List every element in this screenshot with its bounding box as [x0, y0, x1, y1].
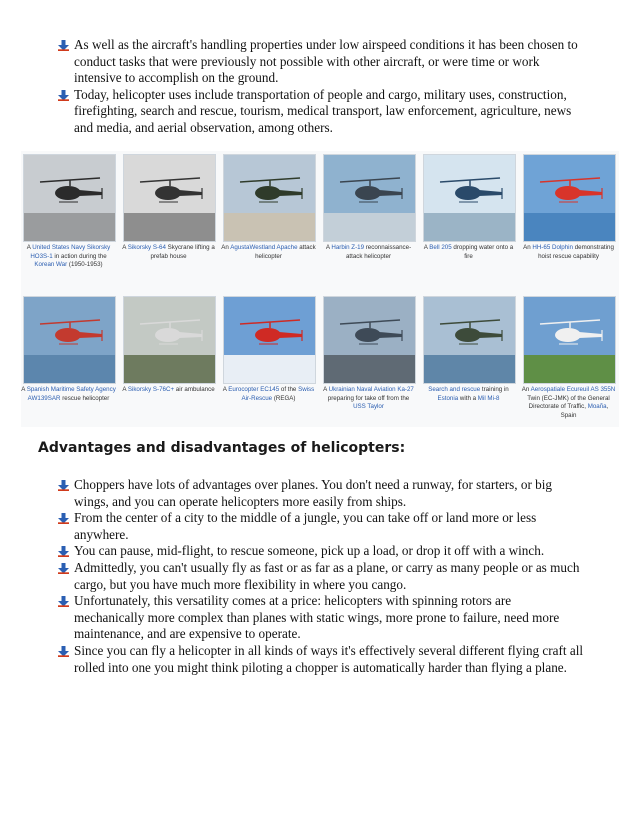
gallery-caption: [421, 386, 516, 403]
caption-text: A: [122, 244, 128, 251]
helicopter-photo[interactable]: [223, 296, 316, 384]
helicopter-photo[interactable]: [423, 296, 516, 384]
arrow-down-bullet-icon: [58, 596, 69, 607]
arrow-down-bullet-icon: [58, 480, 69, 491]
caption-link[interactable]: Sikorsky S-64: [127, 244, 166, 251]
caption-text: A: [122, 386, 128, 393]
bullet-text: You can pause, mid-flight, to rescue someone, pick up a load, or drop it off with a winch.: [74, 543, 545, 559]
bullet-item: [56, 37, 584, 87]
helicopter-photo[interactable]: [23, 154, 116, 242]
bullet-text: Since you can fly a helicopter in all kinds of ways it's effectively several different flying craft all rolled into one you might think piloting a chopper is automatically harder than flying a plane.: [74, 642, 584, 675]
caption-text: A: [423, 244, 430, 251]
gallery-caption: [321, 244, 416, 261]
caption-text: An: [523, 244, 533, 251]
gallery-caption: [321, 386, 416, 412]
caption-text: , Spain: [560, 403, 609, 419]
caption-link[interactable]: HH-65 Dolphin: [532, 244, 573, 251]
intro-bullet-list: [56, 37, 584, 137]
helicopter-gallery: [21, 151, 619, 427]
helicopter-photo[interactable]: [123, 296, 216, 384]
caption-link[interactable]: Korean War: [34, 261, 68, 269]
arrow-down-bullet-icon: [58, 563, 69, 574]
caption-link[interactable]: Eurocopter EC145: [228, 386, 280, 393]
bullet-item: [56, 560, 584, 593]
bullet-text: Choppers have lots of advantages over planes. You don't need a runway, for starters, or big wings, and you can operate helicopters more easily from ships.: [74, 477, 552, 509]
arrow-down-bullet-icon: [58, 646, 69, 657]
gallery-caption: [21, 386, 116, 403]
helicopter-photo[interactable]: [323, 154, 416, 242]
caption-text: reconnaissance-attack helicopter: [345, 244, 412, 260]
helicopter-photo[interactable]: [423, 154, 516, 242]
caption-link[interactable]: Moaña: [587, 403, 607, 411]
bullet-item: [56, 477, 584, 510]
caption-text: in action during the: [52, 252, 107, 260]
arrow-down-bullet-icon: [58, 546, 69, 557]
caption-link[interactable]: Harbin Z-19: [331, 244, 365, 251]
gallery-caption: [521, 386, 616, 420]
helicopter-photo[interactable]: [523, 154, 616, 242]
gallery-caption: [121, 386, 216, 395]
bullet-text: As well as the aircraft's handling properties under low airspeed conditions it has been chosen to conduct tasks that were previously not possible with other aircraft, or were time or work intensive to accomplish on the ground.: [74, 37, 578, 86]
bullet-item: [56, 543, 584, 560]
caption-link[interactable]: Estonia: [437, 394, 459, 402]
bullet-item: [56, 510, 584, 543]
gallery-caption: [421, 244, 516, 261]
caption-text: rescue helicopter: [60, 394, 110, 402]
caption-text: with a: [458, 394, 478, 402]
caption-link[interactable]: Spanish Maritime Safety Agency AW139SAR: [26, 386, 116, 402]
caption-text: An: [221, 244, 231, 251]
caption-link[interactable]: AgustaWestland Apache: [230, 244, 298, 251]
caption-link[interactable]: Ka-27: [397, 386, 414, 393]
caption-text: An: [521, 386, 531, 393]
caption-link[interactable]: Bell 205: [429, 244, 452, 251]
bullet-item: [56, 593, 584, 643]
arrow-down-bullet-icon: [58, 40, 69, 51]
caption-text: (1950-1953): [67, 261, 103, 269]
caption-text: air ambulance: [174, 386, 215, 393]
caption-text: demonstrating hoist rescue capability: [538, 244, 614, 260]
bullet-text: Admittedly, you can't usually fly as fast or as far as a plane, or carry as many people or as much cargo, but you have much more flexibility in where you cango.: [74, 559, 580, 592]
bullet-text: Unfortunately, this versatility comes at a price: helicopters with spinning rotors are mechanically more complex than planes with static wings, more prone to failure, need more maintenance, and are expensive to operate.: [74, 593, 560, 642]
caption-text: Twin (EC-JMK) of the General Directorate of Traffic,: [527, 394, 610, 411]
caption-text: dropping water onto a fire: [451, 244, 514, 260]
helicopter-photo[interactable]: [223, 154, 316, 242]
caption-text: A: [21, 386, 27, 393]
caption-text: attack helicopter: [255, 244, 316, 260]
arrow-down-bullet-icon: [58, 513, 69, 524]
section-heading: Advantages and disadvantages of helicopters:: [38, 440, 406, 456]
gallery-caption: [21, 244, 116, 270]
helicopter-photo[interactable]: [523, 296, 616, 384]
caption-link[interactable]: Sikorsky S-76C+: [127, 386, 175, 393]
caption-link[interactable]: United States Navy Sikorsky HO3S-1: [30, 244, 111, 260]
helicopter-photo[interactable]: [23, 296, 116, 384]
caption-link[interactable]: Swiss Air-Rescue: [241, 386, 315, 402]
caption-text: A: [26, 244, 33, 251]
caption-link[interactable]: Aerospatiale Ecureuil AS 355N: [530, 386, 616, 393]
caption-link[interactable]: Mil Mi-8: [477, 394, 500, 402]
caption-text: training in: [480, 386, 509, 393]
bullet-text: From the center of a city to the middle of a jungle, you can take off or land more or less anywhere.: [74, 510, 537, 542]
bullet-item: [56, 87, 584, 137]
caption-text: (REGA): [272, 394, 296, 402]
caption-text: of the: [279, 386, 299, 393]
gallery-caption: [221, 386, 316, 403]
gallery-caption: [221, 244, 316, 261]
caption-text: preparing for take off from the: [327, 394, 410, 402]
caption-text: A: [222, 386, 229, 393]
caption-link[interactable]: Search and rescue: [428, 386, 481, 393]
advantages-bullet-list: [56, 477, 584, 676]
gallery-caption: [521, 244, 616, 261]
caption-text: A: [325, 244, 332, 251]
caption-text: Skycrane lifting a prefab house: [150, 244, 215, 260]
arrow-down-bullet-icon: [58, 90, 69, 101]
bullet-text: Today, helicopter uses include transportation of people and cargo, military uses, construction, firefighting, search and rescue, tourism, medical transport, law enforcement, agriculture, news and media, and aerial observation, among others.: [74, 86, 572, 135]
helicopter-photo[interactable]: [123, 154, 216, 242]
bullet-item: [56, 643, 584, 676]
caption-text: A: [323, 386, 329, 393]
caption-link[interactable]: USS Taylor: [353, 403, 384, 411]
caption-link[interactable]: Ukrainian Naval Aviation: [328, 386, 396, 393]
helicopter-photo[interactable]: [323, 296, 416, 384]
gallery-caption: [121, 244, 216, 261]
